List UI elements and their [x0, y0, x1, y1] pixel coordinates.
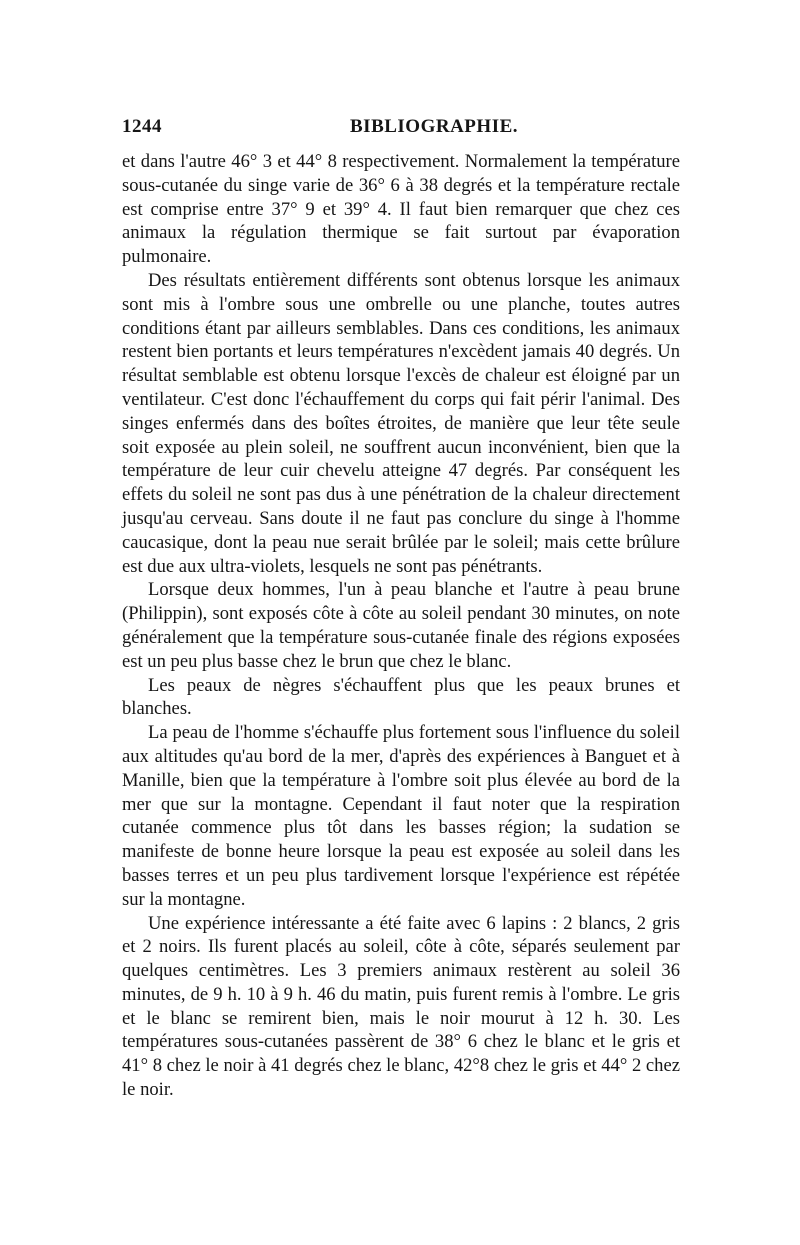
- paragraph: Les peaux de nègres s'échauffent plus que les peaux brunes et blanches.: [122, 674, 680, 720]
- paragraph: Une expérience intéressante a été faite avec 6 lapins : 2 blancs, 2 gris et 2 noirs. Ils furent placés au soleil, côte à côte, séparés seulement par quelques centimètres. Les 3 premiers animaux restèrent au soleil 36 minutes, de 9 h. 10 à 9 h. 46 du matin, puis furent remis à l'ombre. Le gris et le blanc se remirent bien, mais le noir mourut à 12 h. 30. Les températures sous-cutanées passèrent de 38° 6 chez le blanc et le gris et 41° 8 chez le noir à 41 degrés chez le blanc, 42°8 chez le gris et 44° 2 chez le noir.: [122, 912, 680, 1101]
- paragraph: Lorsque deux hommes, l'un à peau blanche et l'autre à peau brune (Philippin), sont exposés côte à côte au soleil pendant 30 minutes, on note généralement que la température sous-cutanée finale des régions exposées est un peu plus basse chez le brun que chez le blanc.: [122, 579, 680, 672]
- body-text: [122, 150, 680, 1102]
- paragraph: Des résultats entièrement différents sont obtenus lorsque les animaux sont mis à l'ombre sous une ombrelle ou une planche, toutes autres conditions étant par ailleurs semblables. Dans ces conditions, les animaux restent bien portants et leurs températures n'excèdent jamais 40 degrés. Un résultat semblable est obtenu lorsque l'excès de chaleur est éloigné par un ventilateur. C'est donc l'échauffement du corps qui fait périr l'animal. Des singes enfermés dans des boîtes étroites, de manière que leur tête seule soit exposée au plein soleil, ne souffrent aucun inconvénient, bien que la température de leur cuir chevelu atteigne 47 degrés. Par conséquent les effets du soleil ne sont pas dus à une pénétration de la chaleur directement jusqu'au cerveau. Sans doute il ne faut pas conclure du singe à l'homme caucasique, dont la peau nue serait brûlée par le soleil; mais cette brûlure est due aux ultra-violets, lesquels ne sont pas pénétrants.: [122, 269, 680, 577]
- paragraph-continued: et dans l'autre 46° 3 et 44° 8 respectivement. Normalement la température sous-cutanée du singe varie de 36° 6 à 38 degrés et la température rectale est comprise entre 37° 9 et 39° 4. Il faut bien remarquer que chez ces animaux la régulation thermique se fait surtout par évaporation pulmonaire.: [122, 151, 680, 268]
- paragraph: La peau de l'homme s'échauffe plus fortement sous l'influence du soleil aux altitudes qu'au bord de la mer, d'après des expériences à Banguet et à Manille, bien que la température à l'ombre soit plus élevée au bord de la mer que sur la montagne. Cependant il faut noter que la respiration cutanée commence plus tôt dans les basses région; la sudation se manifeste de bonne heure lorsque la peau est exposée au soleil dans les basses terres et un peu plus tardivement lorsque l'expérience est répétée sur la montagne.: [122, 722, 680, 910]
- running-title: BIBLIOGRAPHIE.: [350, 116, 519, 137]
- page-header: [122, 116, 680, 140]
- page-number: 1244: [122, 116, 162, 137]
